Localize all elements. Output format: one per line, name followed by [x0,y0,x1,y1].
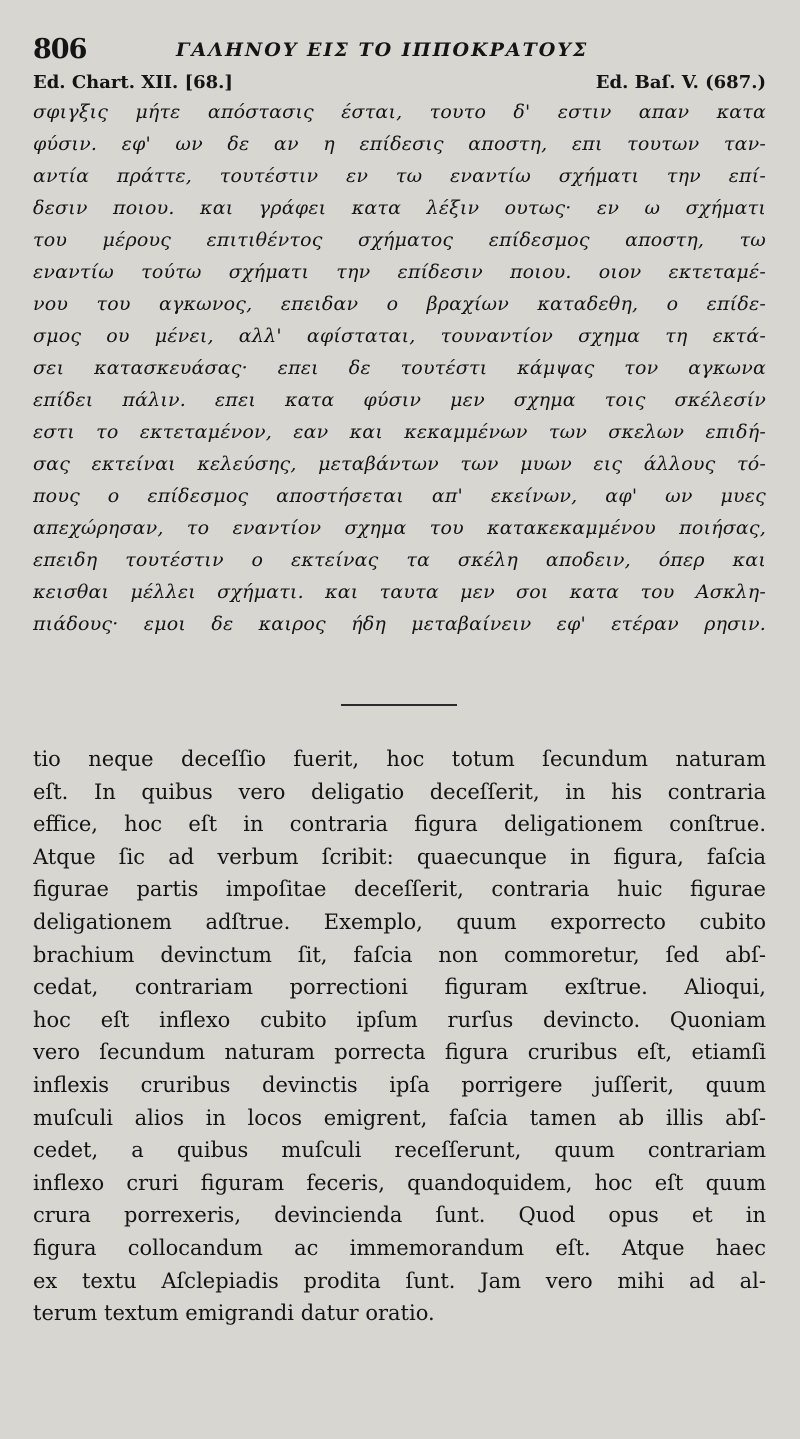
greek-line: δεσιν ποιου. και γράφει κατα λέξιν ουτως· εν ω σχήματι [33,197,766,219]
greek-line: κεισθαι μέλλει σχήματι. και ταυτα μεν σοι κατα του Ασκλη- [33,581,766,603]
latin-line: ex textu Aſclepiadis prodita ſunt. Jam vero mihi ad al- [33,1268,766,1293]
latin-line: inflexo cruri figuram feceris, quandoquidem, hoc eſt quum [33,1170,766,1195]
running-title: ΓΑΛΗΝΟΥ ΕΙΣ ΤΟ ΙΠΠΟΚΡΑΤΟΥΣ [176,39,589,61]
latin-line: crura porrexeris, devincienda ſunt. Quod opus et in [33,1203,766,1228]
latin-line: deligationem adſtrue. Exemplo, quum exporrecto cubito [33,909,766,934]
latin-line: vero ſecundum naturam porrecta figura cruribus eſt, etiamſi [33,1040,766,1065]
latin-line: hoc eſt inflexo cubito ipſum rurſus devincto. Quoniam [33,1007,766,1032]
greek-text-block [33,96,766,640]
page-header [33,34,773,68]
edition-reference-basel: Ed. Baſ. V. (687.) [595,72,766,93]
greek-line: του μέρους επιτιθέντος σχήματος επίδεσμος αποστη, τω [33,229,766,251]
greek-line: σμος ου μένει, αλλ' αφίσταται, τουναντίον σχημα τη εκτά- [33,325,766,347]
latin-line: eſt. In quibus vero deligatio deceſſerit, in his contraria [33,779,766,804]
latin-line: figura collocandum ac immemorandum eſt. Atque haec [33,1235,766,1260]
latin-line: cedat, contrariam porrectioni figuram exſtrue. Alioqui, [33,975,766,1000]
latin-line: brachium devinctum ſit, faſcia non commoretur, ſed abſ- [33,942,766,967]
latin-line: muſculi alios in locos emigrent, faſcia tamen ab illis abſ- [33,1105,766,1130]
greek-line: σας εκτείναι κελεύσης, μεταβάντων των μυων εις άλλους τό- [33,453,766,475]
greek-line: σει κατασκευάσας· επει δε τουτέστι κάμψας τον αγκωνα [33,357,766,379]
latin-line: tio neque deceſſio fuerit, hoc totum ſecundum naturam [33,747,766,771]
edition-reference-chartier: Ed. Chart. XII. [68.] [33,72,233,93]
greek-line: επίδει πάλιν. επει κατα φύσιν μεν σχημα τοις σκέλεσίν [33,389,766,411]
greek-line: απεχώρησαν, το εναντίον σχημα του κατακεκαμμένου ποιήσας, [33,517,766,539]
latin-line: inflexis cruribus devinctis ipſa porrigere juſſerit, quum [33,1072,766,1097]
greek-line: αντία πράττε, τουτέστιν εν τω εναντίω σχήματι την επί- [33,165,766,187]
latin-line: figurae partis impoſitae deceſſerit, contraria huic figurae [33,877,766,902]
greek-line: σφιγξις μήτε απόστασις έσται, τουτο δ' εστιν απαν κατα [33,101,766,123]
greek-line: πιάδους· εμοι δε καιρος ήδη μεταβαίνειν εφ' ετέραν ρησιν. [33,613,766,635]
latin-text-block [33,743,766,1330]
greek-line: νου του αγκωνος, επειδαν ο βραχίων καταδεθη, ο επίδε- [33,293,766,315]
section-divider-rule [341,704,457,706]
greek-line: επειδη τουτέστιν ο εκτείνας τα σκέλη αποδειν, όπερ και [33,549,766,571]
greek-line: φύσιν. εφ' ων δε αν η επίδεσις αποστη, επι τουτων ταν- [33,133,766,155]
latin-line: Atque ſic ad verbum ſcribit: quaecunque in figura, faſcia [33,844,766,869]
latin-line: effice, hoc eſt in contraria figura deligationem conſtrue. [33,812,766,837]
latin-line: terum textum emigrandi datur oratio. [33,1301,435,1326]
greek-line: εστι το εκτεταμένον, εαν και κεκαμμένων των σκελων επιδή- [33,421,766,443]
greek-line: εναντίω τούτω σχήματι την επίδεσιν ποιου. οιον εκτεταμέ- [33,261,766,283]
latin-line: cedet, a quibus muſculi receſſerunt, quum contrariam [33,1138,766,1163]
page-number: 806 [33,34,87,65]
greek-line: πους ο επίδεσμος αποστήσεται απ' εκείνων, αφ' ων μυες [33,485,766,507]
